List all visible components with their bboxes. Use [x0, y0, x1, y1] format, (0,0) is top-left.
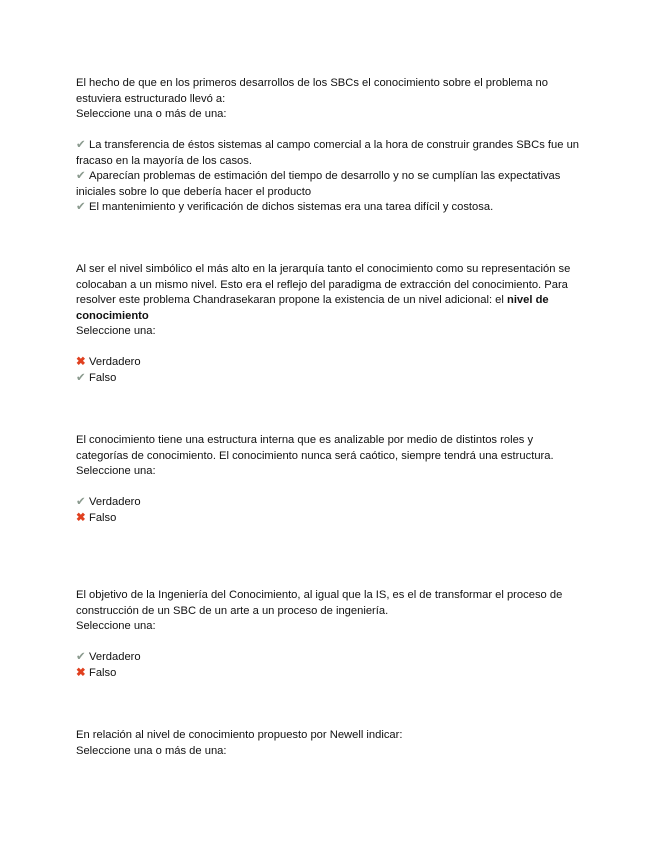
option-label: Aparecían problemas de estimación del tiempo de desarrollo y no se cumplían las expectativas iniciales sobre lo que debería hacer el producto — [76, 170, 561, 198]
check-icon: ✔ — [76, 496, 86, 508]
question-4-option-1 — [76, 650, 586, 666]
cross-icon: ✖ — [76, 511, 86, 524]
question-5-instruction: Seleccione una o más de una: — [76, 744, 227, 757]
question-1-instruction: Seleccione una o más de una: — [76, 108, 227, 120]
question-2-instruction: Seleccione una: — [76, 325, 156, 337]
question-4-instruction: Seleccione una: — [76, 620, 156, 632]
cross-icon: ✖ — [76, 666, 86, 679]
check-icon: ✔ — [76, 371, 86, 384]
option-label: Verdadero — [89, 651, 141, 663]
check-icon: ✔ — [76, 651, 86, 663]
question-1-option-3 — [76, 200, 586, 216]
question-1-text: El hecho de que en los primeros desarrollos de los SBCs el conocimiento sobre el problema no estuviera estructurado llevó a: — [76, 77, 548, 105]
check-icon: ✔ — [76, 201, 86, 213]
option-label: La transferencia de éstos sistemas al campo comercial a la hora de construir grandes SBCs fue un fracaso en la mayoría de los casos. — [76, 139, 580, 167]
cross-icon: ✖ — [76, 356, 86, 368]
question-4-option-2 — [76, 666, 586, 682]
question-3-text: El conocimiento tiene una estructura interna que es analizable por medio de distintos roles y categorías de conocimiento. El conocimiento nunca será caótico, siempre tendrá una estructura. — [76, 434, 554, 462]
question-2 — [76, 262, 586, 386]
option-label: Falso — [89, 371, 117, 384]
question-2-bold-term: nivel de conocimiento — [76, 294, 549, 322]
option-label: El mantenimiento y verificación de dichos sistemas era una tarea difícil y costosa. — [89, 201, 494, 213]
question-5-text: En relación al nivel de conocimiento propuesto por Newell indicar: — [76, 729, 403, 741]
check-icon: ✔ — [76, 139, 86, 151]
question-2-option-2 — [76, 371, 586, 387]
question-3-option-2 — [76, 511, 586, 527]
question-3 — [76, 433, 586, 526]
question-3-instruction: Seleccione una: — [76, 465, 156, 477]
question-4-text: El objetivo de la Ingeniería del Conocimiento, al igual que la IS, es el de transformar el proceso de construcción de un SBC de un arte a un proceso de ingeniería. — [76, 589, 563, 617]
question-2-text: Al ser el nivel simbólico el más alto en la jerarquía tanto el conocimiento como su representación se colocaban a un mismo nivel. Esto era el reflejo del paradigma de extracción del conocimiento. Para resolver este problema Chandrasekaran propone la existencia de un nivel adicional: el nivel de conocimiento — [76, 263, 571, 322]
option-label: Falso — [89, 511, 117, 524]
option-label: Verdadero — [89, 356, 141, 368]
question-5 — [76, 728, 586, 759]
question-4 — [76, 588, 586, 681]
question-1-option-2 — [76, 169, 586, 200]
check-icon: ✔ — [76, 170, 86, 182]
option-label: Falso — [89, 666, 117, 679]
question-1-option-1 — [76, 138, 586, 169]
question-1 — [76, 76, 586, 216]
question-3-option-1 — [76, 495, 586, 511]
option-label: Verdadero — [89, 496, 141, 508]
question-2-option-1 — [76, 355, 586, 371]
